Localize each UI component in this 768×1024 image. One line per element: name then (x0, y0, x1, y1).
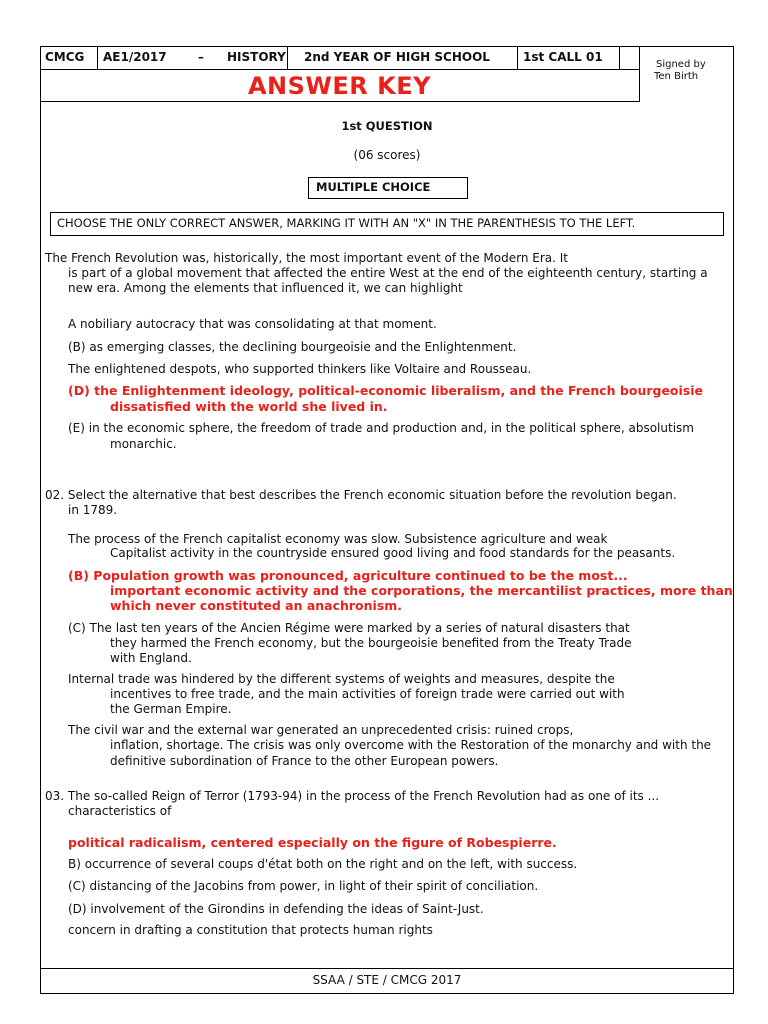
q3-option-c: (C) distancing of the Jacobins from power, in light of their spirit of conciliation. (68, 879, 539, 893)
grade: 2nd YEAR OF HIGH SCHOOL (304, 50, 490, 64)
q1-stem-line-1: The French Revolution was, historically, the most important event of the Modern Era. It (45, 251, 568, 265)
q3-option-b: B) occurrence of several coups d'état both on the right and on the left, with success. (68, 857, 578, 871)
q1-option-d-line-2: dissatisfied with the world she lived in. (110, 399, 388, 414)
q1-option-c: The enlightened despots, who supported thinkers like Voltaire and Rousseau. (68, 362, 532, 376)
q2-option-a-line-1: The process of the French capitalist economy was slow. Subsistence agriculture and weak (68, 532, 608, 546)
q2-option-c-line-3: with England. (110, 651, 192, 665)
q1-option-a: A nobiliary autocracy that was consolidating at that moment. (68, 317, 437, 331)
q3-option-d: (D) involvement of the Girondins in defending the ideas of Saint-Just. (68, 902, 484, 916)
q1-stem-line-3: new era. Among the elements that influenced it, we can highlight (68, 281, 463, 295)
q2-option-b-line-3: which never constituted an anachronism. (110, 598, 403, 613)
instruction-box: CHOOSE THE ONLY CORRECT ANSWER, MARKING IT WITH AN "X" IN THE PARENTHESIS TO THE LEFT. (50, 212, 724, 236)
q2-option-d-line-1: Internal trade was hindered by the different systems of weights and measures, despite the (68, 672, 615, 686)
q2-option-b-line-1: (B) Population growth was pronounced, agriculture continued to be the most... (68, 568, 628, 583)
title-row (40, 70, 640, 102)
signed-line-1: Signed by (656, 59, 706, 70)
footer-divider (40, 968, 734, 969)
q1-stem-line-2: is part of a global movement that affected the entire West at the end of the eighteenth century, starting a (68, 266, 708, 280)
q2-stem-line-1: 02. Select the alternative that best describes the French economic situation before the revolution began. (45, 488, 677, 502)
q2-option-b-line-2: important economic activity and the corporations, the mercantilist practices, more than (110, 583, 733, 598)
q2-option-e-line-2: inflation, shortage. The crisis was only overcome with the Restoration of the monarchy and with the (110, 738, 712, 752)
page-title: ANSWER KEY (247, 72, 432, 100)
q3-option-e: concern in drafting a constitution that protects human rights (68, 923, 433, 937)
blank-cell (620, 46, 640, 70)
scores: (06 scores) (353, 148, 421, 162)
question-heading: 1st QUESTION (341, 119, 433, 133)
q1-option-e-line-2: monarchic. (110, 437, 177, 451)
exam-cell (98, 46, 288, 70)
q1-option-b: (B) as emerging classes, the declining bourgeoisie and the Enlightenment. (68, 340, 517, 354)
q3-stem-line-2: characteristics of (68, 804, 172, 818)
grade-cell (288, 46, 518, 70)
dash: – (198, 50, 204, 64)
q2-option-c-line-1: (C) The last ten years of the Ancien Régime were marked by a series of natural disasters that (68, 621, 630, 635)
q2-option-c-line-2: they harmed the French economy, but the bourgeoisie benefited from the Treaty Trade (110, 636, 632, 650)
header-row (40, 46, 734, 70)
q2-stem-line-2: in 1789. (68, 503, 118, 517)
q1-option-d-line-1: (D) the Enlightenment ideology, political-economic liberalism, and the French bourgeoisie (68, 383, 704, 398)
call: 1st CALL 01 (523, 50, 603, 64)
exam-code: AE1/2017 (103, 50, 167, 64)
q2-option-a-line-2: Capitalist activity in the countryside ensured good living and food standards for the peasants. (110, 546, 676, 560)
footer: SSAA / STE / CMCG 2017 (312, 973, 462, 987)
school-code: CMCG (45, 50, 85, 64)
q3-stem-line-1: 03. The so-called Reign of Terror (1793-94) in the process of the French Revolution had as one of its ... (45, 789, 660, 803)
q3-option-a: political radicalism, centered especially on the figure of Robespierre. (68, 835, 557, 850)
subject: HISTORY (227, 50, 286, 64)
q2-option-e-line-3: definitive subordination of France to the other European powers. (110, 754, 499, 768)
call-cell (518, 46, 620, 70)
q2-option-d-line-3: the German Empire. (110, 702, 232, 716)
q2-option-d-line-2: incentives to free trade, and the main activities of foreign trade were carried out with (110, 687, 625, 701)
signature-note (654, 59, 706, 83)
q1-option-e-line-1: (E) in the economic sphere, the freedom of trade and production and, in the political sphere, absolutism (68, 421, 694, 435)
question-type-box: MULTIPLE CHOICE (308, 177, 468, 199)
signed-line-2: Ten Birth (654, 71, 699, 82)
q2-option-e-line-1: The civil war and the external war generated an unprecedented crisis: ruined crops, (68, 723, 574, 737)
school-cell (40, 46, 98, 70)
